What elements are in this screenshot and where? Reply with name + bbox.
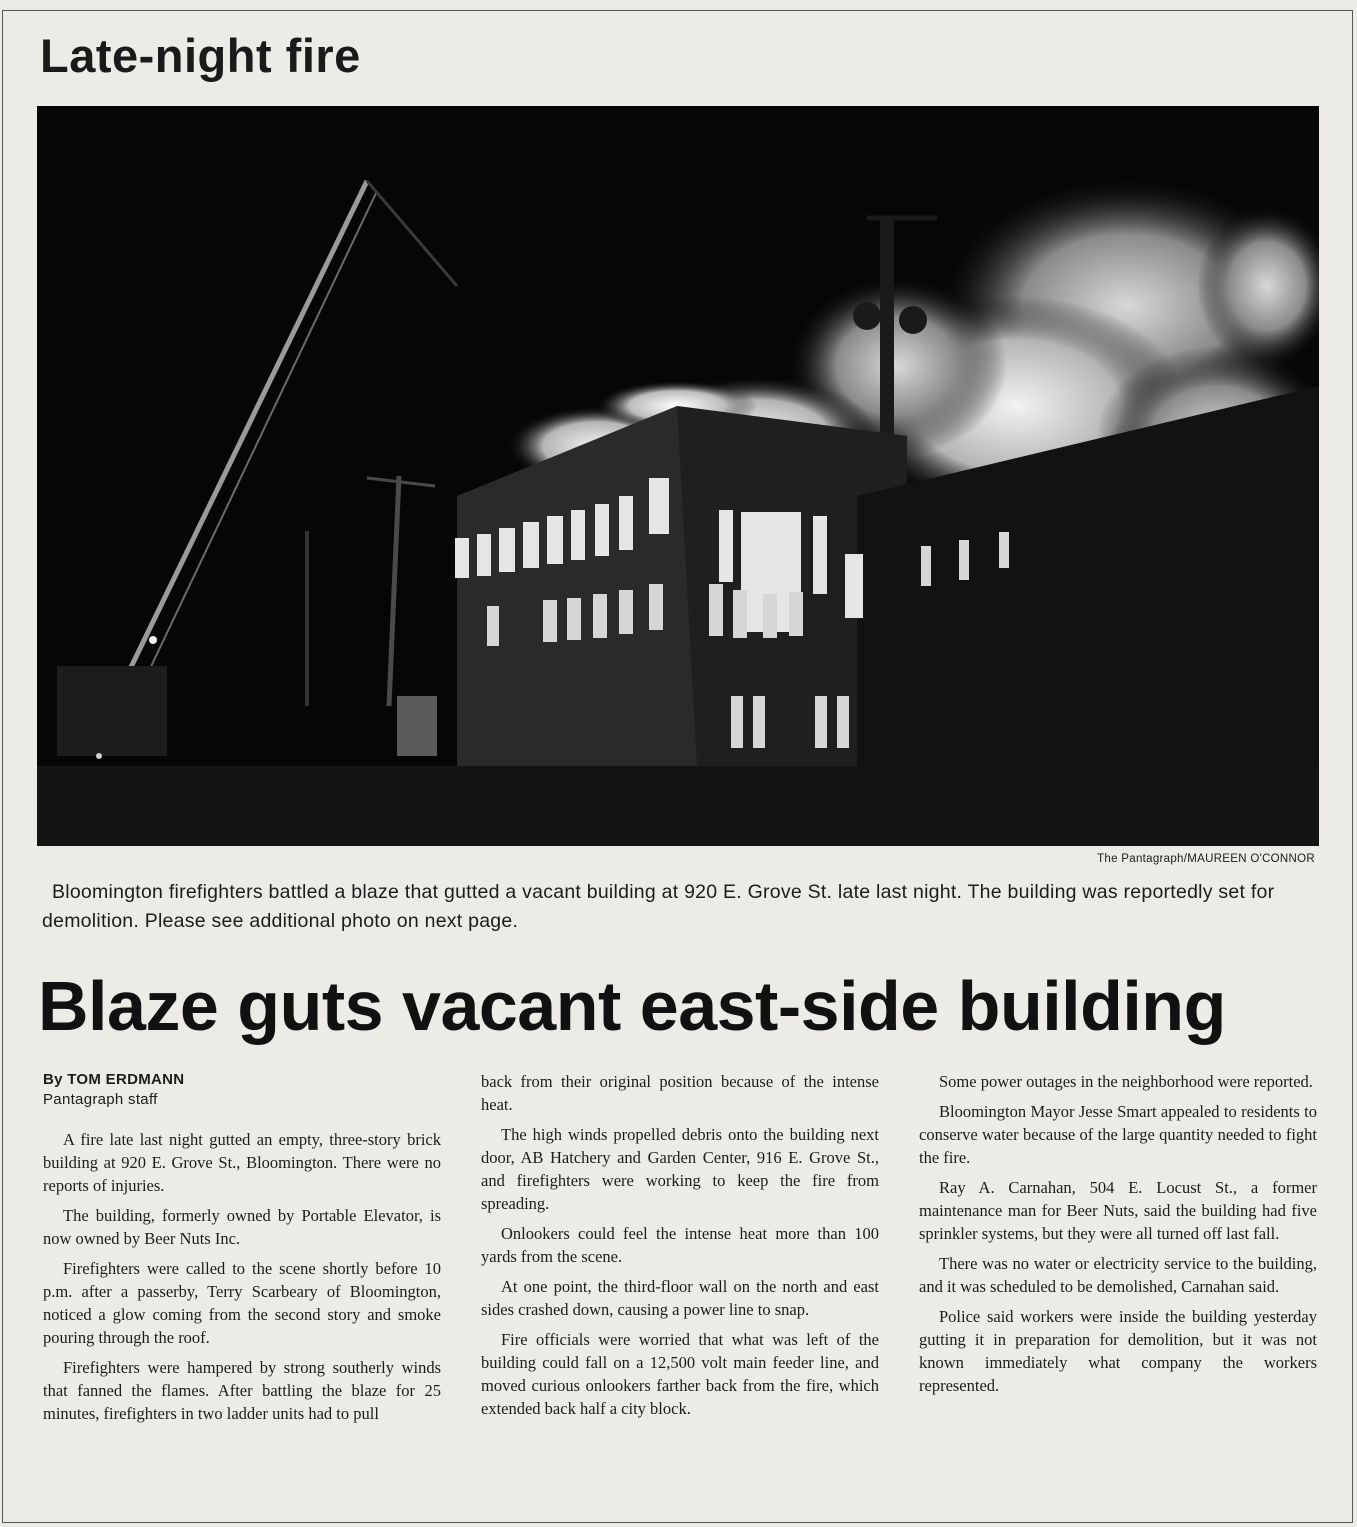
article-paragraph: Onlookers could feel the intense heat more than 100 yards from the scene. xyxy=(481,1224,879,1266)
fire-photo xyxy=(37,106,1319,846)
article-paragraph: Firefighters were hampered by strong southerly winds that fanned the flames. After battling the blaze for 25 minutes, firefighters in two ladder units had to pull xyxy=(43,1358,441,1423)
article-column-1 xyxy=(43,1070,441,1432)
article-paragraph: back from their original position because of the intense heat. xyxy=(481,1072,879,1114)
article-paragraph: Ray A. Carnahan, 504 E. Locust St., a former maintenance man for Beer Nuts, said the building had five sprinkler systems, but they were all turned off last fall. xyxy=(919,1178,1317,1243)
article-paragraph: Police said workers were inside the building yesterday gutting it in preparation for demolition, but it was not known immediately what company the workers represented. xyxy=(919,1307,1317,1395)
byline: By TOM ERDMANN xyxy=(43,1071,185,1088)
byline-staff: Pantagraph staff xyxy=(43,1091,158,1108)
article-paragraph: The high winds propelled debris onto the building next door, AB Hatchery and Garden Center, 916 E. Grove St., and firefighters were working to keep the fire from spreading. xyxy=(481,1125,879,1213)
article-paragraph: Some power outages in the neighborhood were reported. xyxy=(939,1072,1313,1091)
photo-caption: Bloomington firefighters battled a blaze that gutted a vacant building at 920 E. Grove St. late last night. The building was reportedly set for demolition. Please see additional photo on next page. xyxy=(42,881,1275,932)
article-column-3 xyxy=(919,1070,1317,1404)
article-paragraph: At one point, the third-floor wall on the north and east sides crashed down, causing a power line to snap. xyxy=(481,1277,879,1319)
article-paragraph: The building, formerly owned by Portable Elevator, is now owned by Beer Nuts Inc. xyxy=(43,1206,441,1248)
headline: Blaze guts vacant east-side building xyxy=(38,967,1226,1045)
article-paragraph: There was no water or electricity service to the building, and it was scheduled to be demolished, Carnahan said. xyxy=(919,1254,1317,1296)
article-paragraph: Bloomington Mayor Jesse Smart appealed to residents to conserve water because of the large quantity needed to fight the fire. xyxy=(919,1102,1317,1167)
article-paragraph: Firefighters were called to the scene shortly before 10 p.m. after a passerby, Terry Scarbeary of Bloomington, noticed a glow coming from the second story and smoke pouring through the roof. xyxy=(43,1259,441,1347)
photo-credit: The Pantagraph/MAUREEN O'CONNOR xyxy=(1097,853,1315,865)
kicker-heading: Late-night fire xyxy=(40,29,361,82)
article-paragraph: A fire late last night gutted an empty, three-story brick building at 920 E. Grove St., Bloomington. There were no reports of injuries. xyxy=(43,1130,441,1195)
article-paragraph: Fire officials were worried that what was left of the building could fall on a 12,500 volt main feeder line, and moved curious onlookers farther back from the fire, which extended back half a city block. xyxy=(481,1330,879,1418)
article-column-2 xyxy=(481,1070,879,1427)
